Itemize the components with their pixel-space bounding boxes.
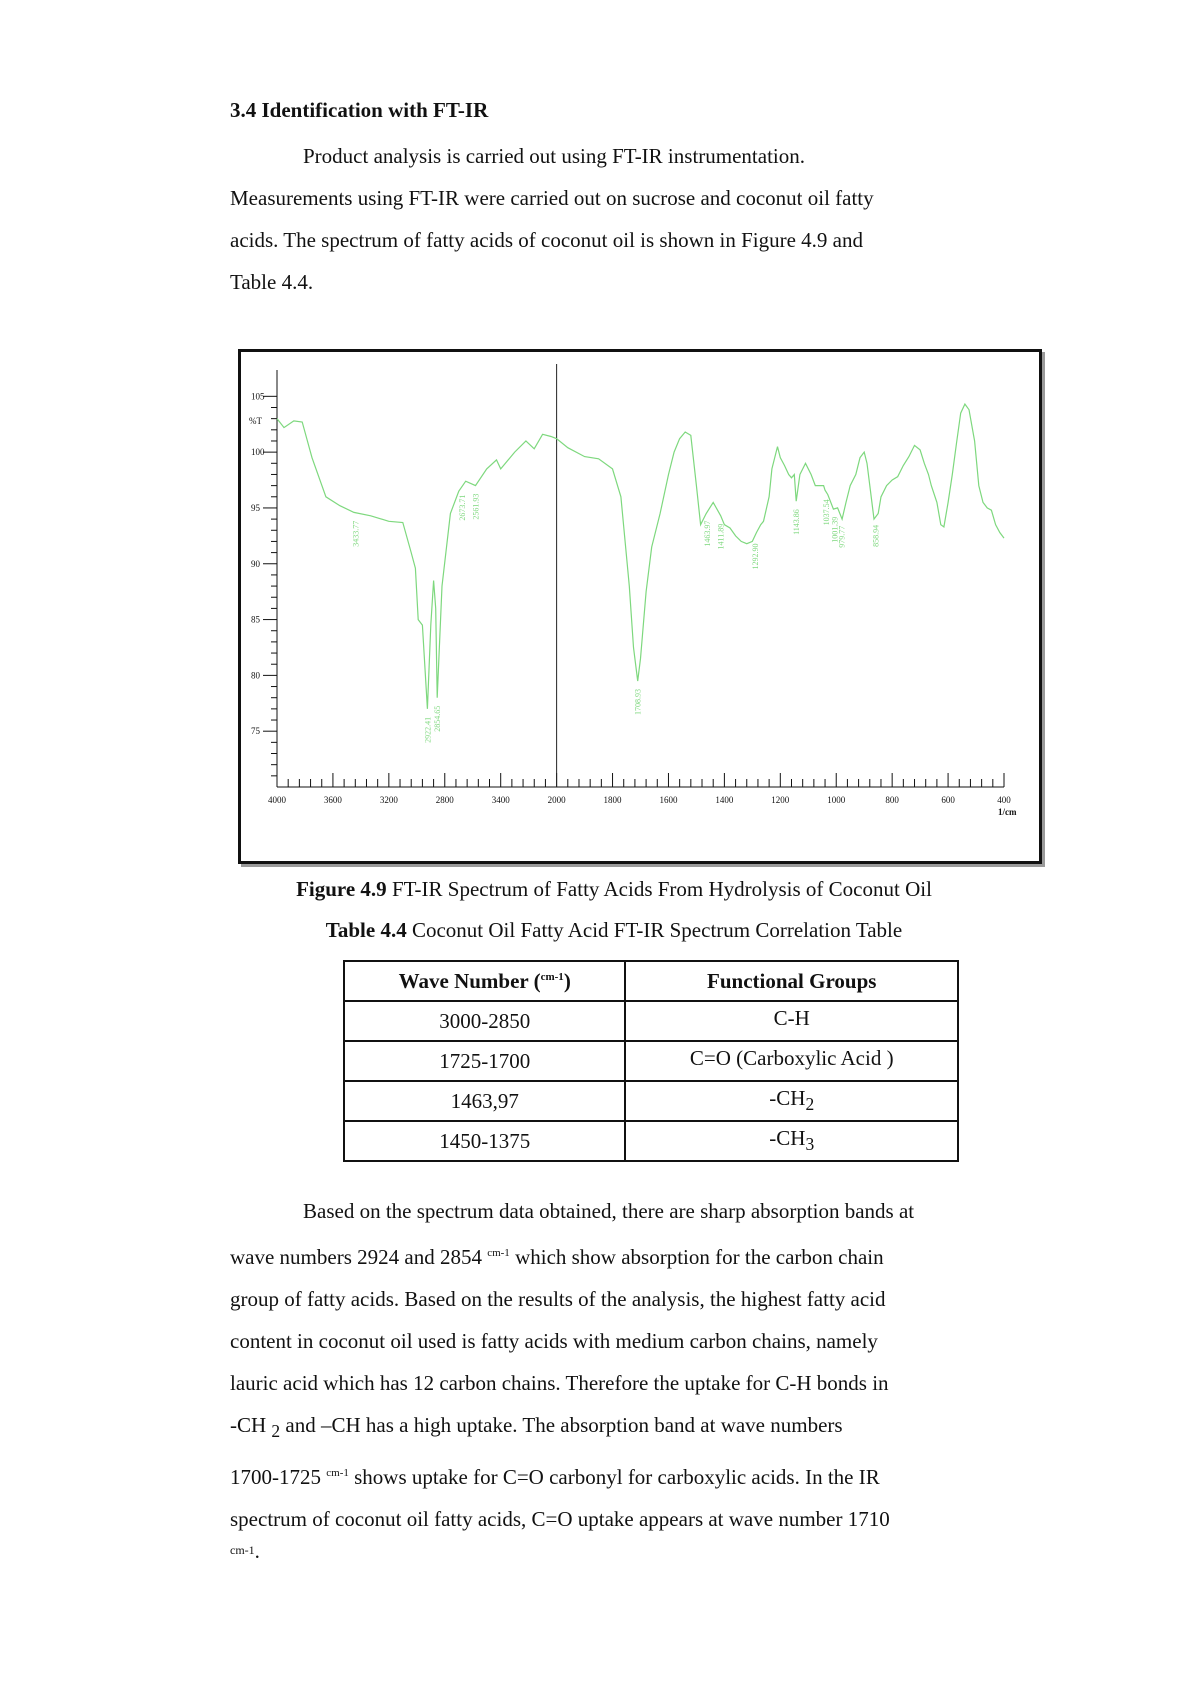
x-tick-label: 3200 xyxy=(379,795,398,805)
peak-label: 2561.93 xyxy=(471,493,481,520)
peak-label: 858.94 xyxy=(871,524,881,547)
figure-label: Figure 4.9 xyxy=(296,877,387,901)
table-row xyxy=(344,1001,958,1041)
peak-label: 1037.54 xyxy=(821,499,831,526)
discussion-line: wave numbers 2924 and 2854 $^{cm-1}$ which show absorption for the carbon chain xyxy=(230,1245,884,1269)
figure-caption-text: FT-IR Spectrum of Fatty Acids From Hydrolysis of Coconut Oil xyxy=(386,877,932,901)
table-row xyxy=(344,1041,958,1081)
x-tick-label: 2800 xyxy=(435,795,454,805)
y-axis-unit-label: %T xyxy=(249,415,262,426)
table-header-row xyxy=(344,961,958,1001)
intro-line: Table 4.4. xyxy=(230,270,314,294)
correlation-table xyxy=(343,960,959,1162)
y-tick-label: 90 xyxy=(251,558,260,569)
wave-number-cell: 1450-1375 xyxy=(344,1121,625,1161)
spectrum-line xyxy=(277,404,1004,709)
functional-group-cell: C=O (Carboxylic Acid ) xyxy=(625,1041,958,1081)
intro-line: acids. The spectrum of fatty acids of coconut oil is shown in Figure 4.9 and xyxy=(230,228,863,252)
peak-label: 2854.65 xyxy=(433,705,443,732)
y-tick-label: 80 xyxy=(251,670,260,681)
peak-label: 979.77 xyxy=(837,525,847,548)
discussion-line: lauric acid which has 12 carbon chains. Therefore the uptake for C-H bonds in xyxy=(230,1371,889,1395)
x-tick-label: 600 xyxy=(941,795,955,805)
peak-label: 2673.71 xyxy=(458,494,467,521)
x-tick-label: 3600 xyxy=(323,795,342,805)
discussion-paragraph xyxy=(230,1190,1025,1564)
peak-label: 1708.93 xyxy=(633,689,643,715)
y-tick-label: 85 xyxy=(251,614,260,625)
y-tick-label: 95 xyxy=(251,502,260,513)
table-caption xyxy=(14,918,1200,943)
peak-label: 1463.97 xyxy=(702,520,712,547)
wave-number-cell: 1463,97 xyxy=(344,1081,625,1121)
table-row xyxy=(344,1081,958,1121)
x-tick-label: 1000 xyxy=(827,795,846,805)
header-wave-number: Wave Number ($^{cm-1}$) xyxy=(344,961,625,1001)
y-tick-label: 75 xyxy=(251,726,260,737)
discussion-line: group of fatty acids. Based on the results of the analysis, the highest fatty acid xyxy=(230,1287,886,1311)
table-row xyxy=(344,1121,958,1161)
x-tick-label: 3400 xyxy=(491,795,510,805)
table-caption-text: Coconut Oil Fatty Acid FT-IR Spectrum Correlation Table xyxy=(406,918,903,942)
ftir-spectrum-chart xyxy=(241,352,1039,861)
ftir-figure xyxy=(238,349,1042,864)
x-tick-label: 4000 xyxy=(268,795,286,805)
peak-label: 1143.86 xyxy=(792,509,802,535)
table-label: Table 4.4 xyxy=(325,918,407,942)
x-tick-label: 2000 xyxy=(547,795,566,805)
functional-group-cell: $-CH_3$ xyxy=(625,1121,958,1161)
intro-line: Measurements using FT-IR were carried out on sucrose and coconut oil fatty xyxy=(230,186,874,210)
peak-label: 1411.89 xyxy=(716,523,726,550)
section-heading: 3.4 Identification with FT-IR xyxy=(230,98,489,122)
discussion-line: -CH $_2$ and –CH has a high uptake. The absorption band at wave numbers xyxy=(230,1413,843,1442)
y-tick-label: 100 xyxy=(251,447,265,458)
functional-group-cell: C-H xyxy=(625,1001,958,1041)
peak-label: 1292.90 xyxy=(751,543,761,570)
functional-group-cell: $-CH_2$ xyxy=(625,1081,958,1121)
x-axis-label: 1/cm xyxy=(998,807,1017,817)
peak-label: 3433.77 xyxy=(351,520,361,547)
wave-number-cell: 1725-1700 xyxy=(344,1041,625,1081)
discussion-line: cm-1. xyxy=(230,1539,260,1564)
x-tick-label: 1600 xyxy=(659,795,678,805)
x-tick-label: 400 xyxy=(997,795,1011,805)
x-tick-label: 800 xyxy=(885,795,899,805)
header-functional-groups: Functional Groups xyxy=(625,961,958,1001)
x-tick-label: 1400 xyxy=(715,795,734,805)
discussion-line: content in coconut oil used is fatty acids with medium carbon chains, namely xyxy=(230,1329,878,1353)
y-tick-label: 105 xyxy=(251,391,265,402)
peak-label: 1001.39 xyxy=(830,516,840,543)
wave-number-cell: 3000-2850 xyxy=(344,1001,625,1041)
peak-label: 2922.41 xyxy=(423,716,433,743)
x-tick-label: 1200 xyxy=(771,795,790,805)
x-tick-label: 1800 xyxy=(603,795,622,805)
figure-caption xyxy=(14,877,1200,902)
discussion-line: spectrum of coconut oil fatty acids, C=O uptake appears at wave number 1710 xyxy=(230,1507,890,1532)
intro-line: Product analysis is carried out using FT-IR instrumentation. xyxy=(303,144,806,168)
discussion-line: 1700-1725 $^{cm-1}$ shows uptake for C=O carbonyl for carboxylic acids. In the IR xyxy=(230,1465,880,1490)
discussion-line: Based on the spectrum data obtained, there are sharp absorption bands at xyxy=(303,1199,915,1223)
intro-paragraph xyxy=(230,135,1025,303)
